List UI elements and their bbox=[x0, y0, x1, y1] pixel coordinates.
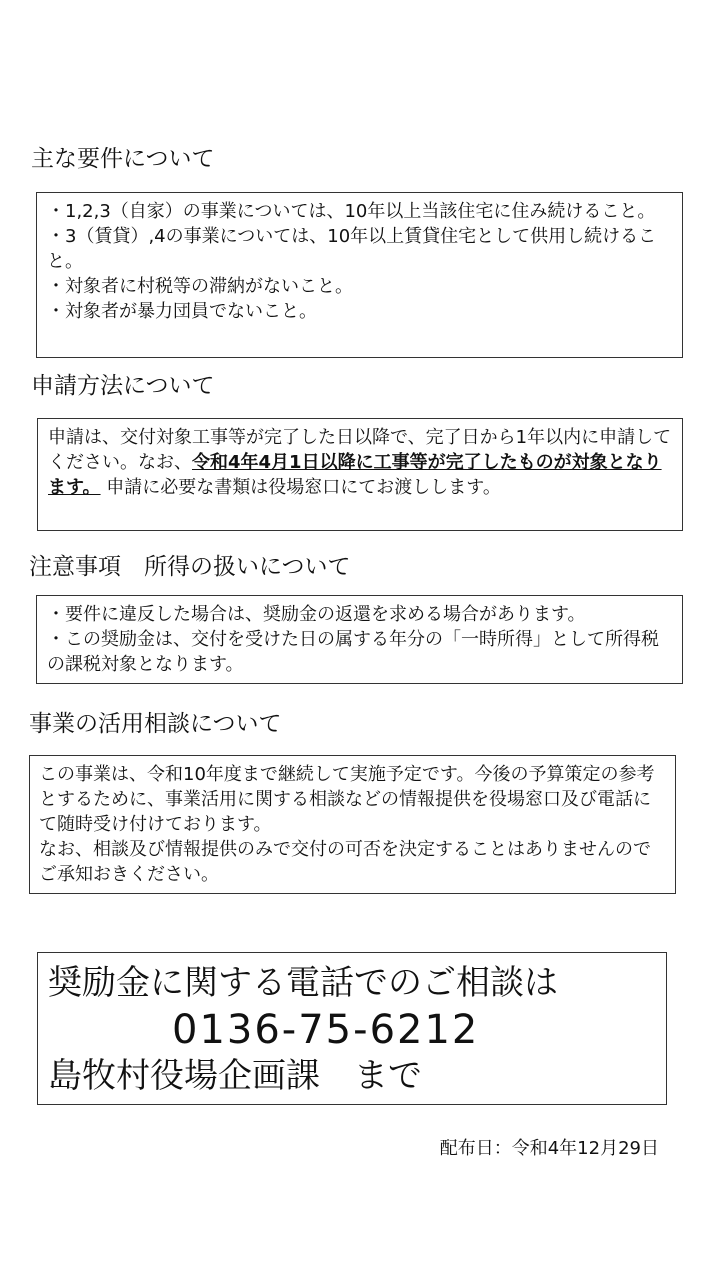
contact-phone-number: 0136-75-6212 bbox=[172, 1007, 480, 1053]
application-text-emphasis: 令和4年4月1日以降に工事等が完了したものが対象となります。 bbox=[48, 452, 662, 498]
requirement-item: ・3（賃貸）,4の事業については、10年以上賃貸住宅として供用し続けること。 bbox=[47, 226, 657, 272]
note-item: ・要件に違反した場合は、奨励金の返還を求める場合があります。 bbox=[47, 604, 586, 625]
requirements-box bbox=[36, 192, 683, 358]
note-item: ・この奨励金は、交付を受けた日の属する年分の「一時所得」として所得税の課税対象となります。 bbox=[47, 629, 659, 675]
requirement-item: ・対象者が暴力団員でないこと。 bbox=[47, 301, 317, 322]
application-method-box bbox=[37, 418, 683, 531]
consultation-paragraph: なお、相談及び情報提供のみで交付の可否を決定することはありませんのでご承知おきください。 bbox=[39, 839, 651, 885]
application-text-before: 申請は、交付対象工事等が完了した日以降で、完了日から1年以内に申請してください。なお、 bbox=[48, 427, 672, 473]
contact-box bbox=[37, 952, 667, 1105]
consultation-box bbox=[29, 755, 676, 894]
consultation-paragraph: この事業は、令和10年度まで継続して実施予定です。今後の予算策定の参考とするために、事業活用に関する相談などの情報提供を役場窓口及び電話にて随時受け付けております。 bbox=[39, 764, 655, 835]
contact-office: 島牧村役場企画課 まで bbox=[48, 1056, 422, 1096]
notes-box bbox=[36, 595, 683, 684]
heading-application-method: 申請方法について bbox=[31, 373, 215, 399]
heading-notes-income: 注意事項 所得の扱いについて bbox=[29, 554, 351, 580]
application-text-after: 申請に必要な書類は役場窓口にてお渡しします。 bbox=[100, 477, 501, 498]
heading-consultation: 事業の活用相談について bbox=[29, 711, 282, 737]
requirement-item: ・1,2,3（自家）の事業については、10年以上当該住宅に住み続けること。 bbox=[47, 201, 656, 222]
distribution-date: 配布日：令和4年12月29日 bbox=[439, 1138, 659, 1159]
heading-requirements: 主な要件について bbox=[31, 146, 215, 172]
application-method-text bbox=[48, 425, 674, 500]
requirement-item: ・対象者に村税等の滞納がないこと。 bbox=[47, 276, 353, 297]
contact-intro: 奨励金に関する電話でのご相談は bbox=[48, 963, 558, 1003]
